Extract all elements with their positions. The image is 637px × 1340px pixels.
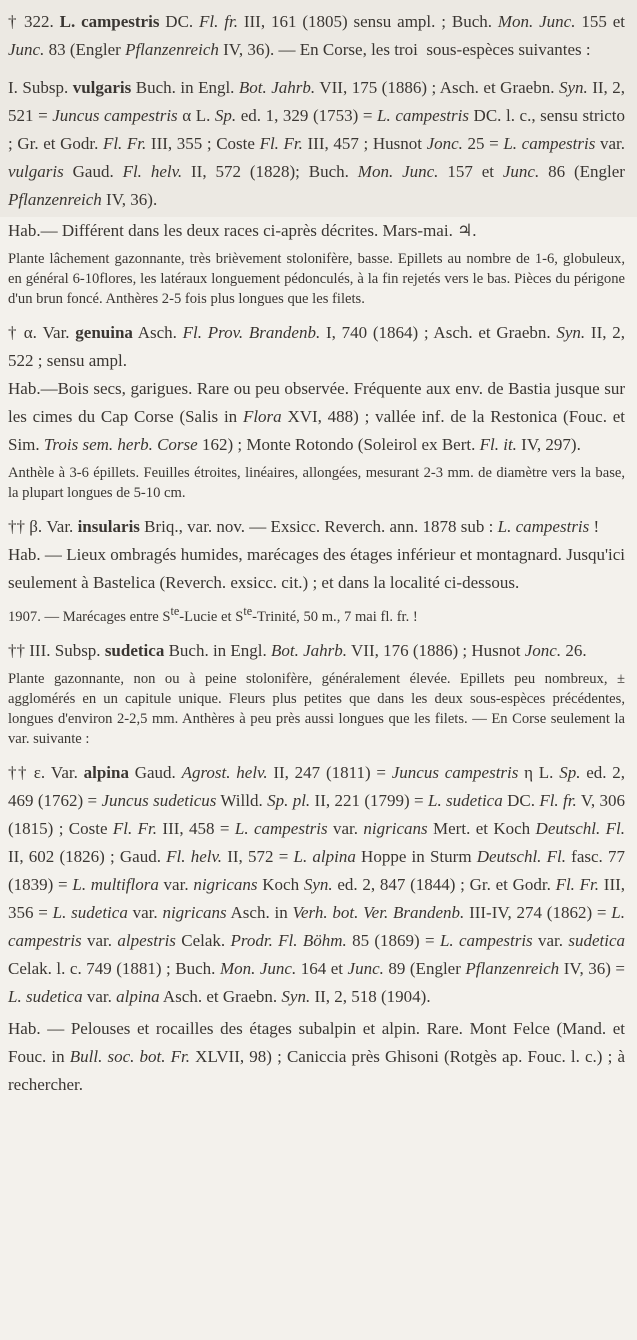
var-genuina-habitat: Hab.—Bois secs, garigues. Rare ou peu observée. Fréquente aux env. de Bastia jusque sur les cimes du Cap Corse (Salis in Flora XVI, 488) ; vallée inf. de la Restonica (Fouc. et Sim. Trois sem. herb. Corse 162) ; Monte Rotondo (Soleirol ex Bert. Fl. it. IV, 297). [8, 379, 625, 454]
subsp-sudetica-description: Plante gazonnante, non ou à peine stolonifère, généralement élevée. Epillets peu nombreux, ± agglomérés en un capitule unique. Fleurs plus petites que dans les deux sous-espèces précédentes, longues d'environ 2-2,5 mm. Anthères à peu près aussi longues que les filets. — En Corse seulement la var. suivante : [8, 670, 625, 747]
var-insularis-observation: 1907. — Marécages entre $S^{te}$-Lucie et $S^{te}$-Trinité, 50 m., 7 mai fl. fr. ! [8, 604, 418, 625]
subsp-vulgaris-habitat: Hab.— Différent dans les deux races ci-après décrites. Mars-mai. ♃. [8, 221, 477, 240]
subsp-vulgaris-description: Plante lâchement gazonnante, très brièvement stolonifère, basse. Epillets au nombre de 1-6, globuleux, en général 6-10flores, les latéraux longuement pédonculés, à la fin rejetés vers le bas. Pièces du périgone d'un brun foncé. Anthères 2-5 fois plus longues que les filets. [8, 251, 625, 307]
var-genuina-description: Anthèle à 3-6 épillets. Feuilles étroites, linéaires, allongées, mesurant 2-3 mm. de diamètre vers la base, la plupart longues de 5-10 cm. [8, 465, 625, 501]
top-band [0, 0, 637, 217]
subsp-sudetica-synonymy: †† III. Subsp. sudetica Buch. in Engl. Bot. Jahrb. VII, 176 (1886) ; Husnot Jonc. 26. [8, 640, 587, 660]
var-alpina-habitat: Hab. — Pelouses et rocailles des étages subalpin et alpin. Rare. Mont Felce (Mand. et Fouc. in Bull. soc. bot. Fr. XLVII, 98) ; Caniccia près Ghisoni (Rotgès ap. Fouc. l. c.) ; à rechercher. [8, 1018, 625, 1094]
var-insularis-synonymy: †† β. Var. insularis Briq., var. nov. — Exsicc. Reverch. ann. 1878 sub : L. campestris ! [8, 517, 600, 536]
var-insularis-habitat: Hab. — Lieux ombragés humides, marécages des étages inférieur et montagnard. Jusqu'ici seulement à Bastelica (Reverch. exsicc. cit.) ; et dans la localité ci-dessous. [8, 545, 625, 592]
subsp-vulgaris-synonymy: I. Subsp. vulgaris Buch. in Engl. Bot. Jahrb. VII, 175 (1886) ; Asch. et Graebn. Syn. II, 2, 521 = Juncus campestris α L. Sp. ed. 1, 329 (1753) = L. campestris DC. l. c., sensu stricto ; Gr. et Godr. Fl. Fr. III, 355 ; Coste Fl. Fr. III, 457 ; Husnot Jonc. 25 = L. campestris var. vulgaris Gaud. Fl. helv. II, 572 (1828); Buch. Mon. Junc. 157 et Junc. 86 (Engler Pflanzenreich IV, 36). [8, 78, 626, 209]
var-alpina-synonymy: †† ε. Var. alpina Gaud. Agrost. helv. II, 247 (1811) = Juncus campestris η L. Sp. ed. 2, 469 (1762) = Juncus sudeticus Willd. Sp. pl. II, 221 (1799) = L. sudetica DC. Fl. fr. V, 306 (1815) ; Coste Fl. Fr. III, 458 = L. campestris var. nigricans Mert. et Koch Deutschl. Fl. II, 602 (1826) ; Gaud. Fl. helv. II, 572 = L. alpina Hoppe in Sturm Deutschl. Fl. fasc. 77 (1839) = L. multiflora var. nigricans Koch Syn. ed. 2, 847 (1844) ; Gr. et Godr. Fl. Fr. III, 356 = L. sudetica var. nigricans Asch. in Verh. bot. Ver. Brandenb. III-IV, 274 (1862) = L. campestris var. alpestris Celak. Prodr. Fl. Böhm. 85 (1869) = L. campestris var. sudetica Celak. l. c. 749 (1881) ; Buch. Mon. Junc. 164 et Junc. 89 (Engler Pflanzenreich IV, 36) = L. sudetica var. alpina Asch. et Graebn. Syn. II, 2, 518 (1904). [8, 762, 626, 1006]
species-heading: † 322. L. campestris DC. Fl. fr. III, 161 (1805) sensu ampl. ; Buch. Mon. Junc. 155 et Junc. 83 (Engler Pflanzenreich IV, 36). — En Corse, les troi sous-espèces suivantes : [8, 12, 625, 59]
var-genuina-synonymy: † α. Var. genuina Asch. Fl. Prov. Brandenb. I, 740 (1864) ; Asch. et Graebn. Syn. II, 2, 522 ; sensu ampl. [8, 323, 625, 370]
